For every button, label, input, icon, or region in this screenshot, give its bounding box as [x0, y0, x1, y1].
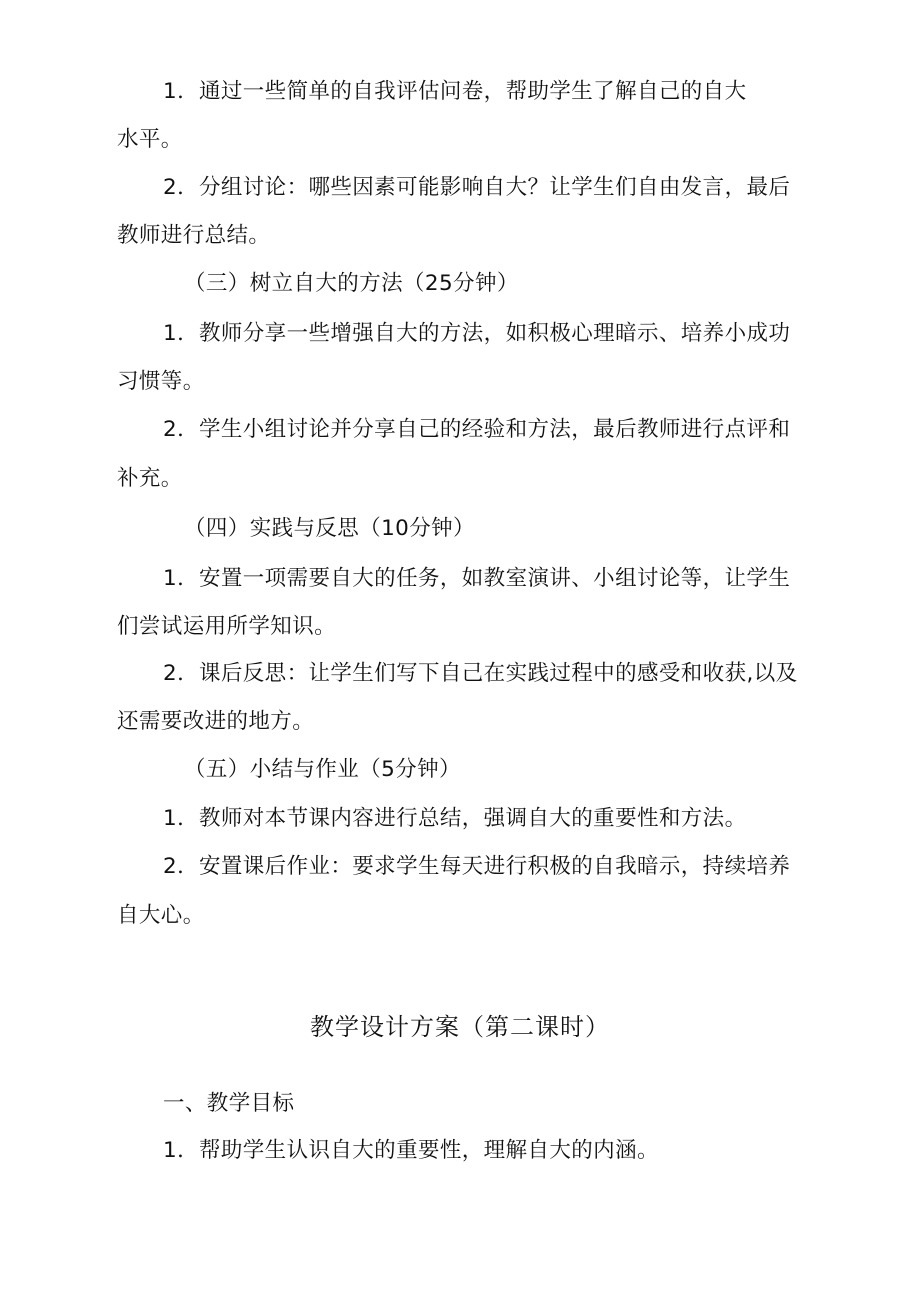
para-6-line-2: 还需要改进的地方。 [117, 709, 315, 734]
para-2-line-1: 2．分组讨论：哪些因素可能影响自大？让学生们自由发言，最后 [163, 175, 791, 200]
para-2-line-2: 教师进行总结。 [117, 223, 271, 248]
para-4-line-2: 补充。 [117, 466, 183, 491]
para-3-line-1: 1．教师分享一些增强自大的方法，如积极心理暗示、培养小成功 [163, 321, 791, 346]
para-4-line-1: 2．学生小组讨论并分享自己的经验和方法，最后教师进行点评和 [163, 417, 791, 442]
para-5-line-1: 1．安置一项需要自大的任务，如教室演讲、小组讨论等，让学生 [163, 566, 791, 591]
section-heading-4: （四）实践与反思（10分钟） [184, 516, 475, 541]
para-8-line-2: 自大心。 [117, 903, 205, 928]
para-8-line-1: 2．安置课后作业：要求学生每天进行积极的自我暗示，持续培养 [163, 854, 791, 879]
section-heading-5: （五）小结与作业（5分钟） [184, 757, 461, 782]
para-1-line-2: 水平。 [117, 127, 183, 152]
goal-line-1: 1．帮助学生认识自大的重要性，理解自大的内涵。 [163, 1138, 659, 1163]
section-title: 教学设计方案（第二课时） [310, 1013, 610, 1041]
para-1-line-1: 1．通过一些简单的自我评估问卷，帮助学生了解自己的自大 [163, 79, 747, 104]
para-7-line-1: 1．教师对本节课内容进行总结，强调自大的重要性和方法。 [163, 806, 747, 831]
para-3-line-2: 习惯等。 [117, 369, 205, 394]
para-5-line-2: 们尝试运用所学知识。 [117, 614, 337, 639]
section-heading-3: （三）树立自大的方法（25分钟） [184, 271, 519, 296]
subheading-teaching-goals: 一、教学目标 [163, 1091, 295, 1116]
para-6-line-1: 2．课后反思：让学生们写下自己在实践过程中的感受和收获,以及 [163, 661, 798, 686]
